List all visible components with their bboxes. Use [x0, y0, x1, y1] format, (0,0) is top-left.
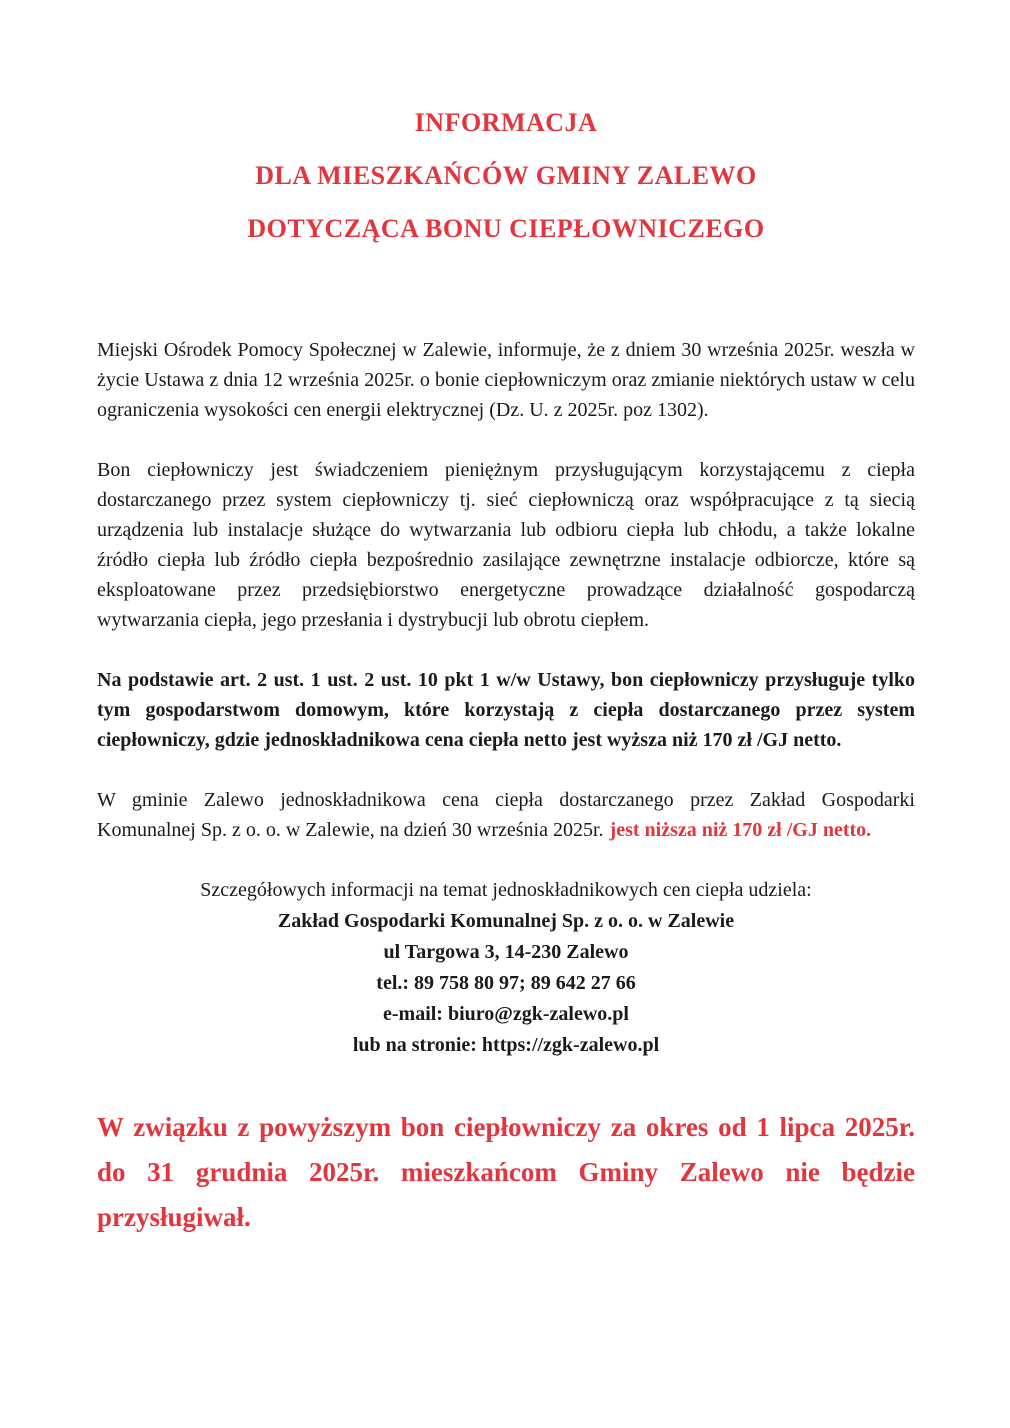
paragraph-intro: Miejski Ośrodek Pomocy Społecznej w Zalewie, informuje, że z dniem 30 września 2025r. weszła w życie Ustawa z dnia 12 września 2025r. o bonie ciepłowniczym oraz zmianie niektórych ustaw w celu ograniczenia wysokości cen energii elektrycznej (Dz. U. z 2025r. poz 1302). — [97, 339, 915, 421]
contact-website: lub na stronie: https://zgk-zalewo.pl — [352, 1034, 660, 1056]
contact-company: Zakład Gospodarki Komunalnej Sp. z o. o. w Zalewie — [277, 910, 735, 932]
title-line-2: DLA MIESZKAŃCÓW GMINY ZALEWO — [255, 161, 757, 190]
contact-phone: tel.: 89 758 80 97; 89 642 27 66 — [376, 972, 636, 994]
paragraph-legal-basis: Na podstawie art. 2 ust. 1 ust. 2 ust. 10 pkt 1 w/w Ustawy, bon ciepłowniczy przysługuje tylko tym gospodarstwom domowym, które korzystają z ciepła dostarczanego przez system ciepłowniczy, gdzie jednoskładnikowa cena ciepła netto jest wyższa niż 170 zł /GJ netto. — [97, 669, 915, 751]
title-line-3: DOTYCZĄCA BONU CIEPŁOWNICZEGO — [247, 214, 765, 243]
paragraph-local-price — [97, 785, 915, 845]
contact-block — [97, 875, 915, 1061]
paragraph-definition: Bon ciepłowniczy jest świadczeniem pieniężnym przysługującym korzystającemu z ciepła dostarczanego przez system ciepłowniczy tj. sieć ciepłowniczą oraz współpracujące z tą siecią urządzenia lub instalacje służące do wytwarzania lub odbioru ciepła lub chłodu, a także lokalne źródło ciepła lub źródło ciepła bezpośrednio zasilające zewnętrzne instalacje odbiorcze, które są eksploatowane przez przedsiębiorstwo energetyczne prowadzące działalność gospodarczą wytwarzania ciepła, jego przesłania i dystrybucji lub obrotu ciepłem. — [97, 459, 915, 631]
conclusion-paragraph: W związku z powyższym bon ciepłowniczy za okres od 1 lipca 2025r. do 31 grudnia 2025r. mieszkańcom Gminy Zalewo nie będzie przysługiwał. — [97, 1112, 915, 1232]
title-line-1: INFORMACJA — [414, 108, 598, 137]
document-title — [97, 96, 915, 255]
local-price-text: W gminie Zalewo jednoskładnikowa cena ciepła dostarczanego przez Zakład Gospodarki Komunalnej Sp. z o. o. w Zalewie, na dzień 30 września 2025r. — [97, 789, 915, 841]
contact-address: ul Targowa 3, 14-230 Zalewo — [383, 941, 629, 963]
contact-intro: Szczegółowych informacji na temat jednoskładnikowych cen ciepła udziela: — [200, 879, 812, 901]
local-price-highlight: jest niższa niż 170 zł /GJ netto. — [609, 819, 872, 841]
contact-email: e-mail: biuro@zgk-zalewo.pl — [383, 1003, 629, 1025]
